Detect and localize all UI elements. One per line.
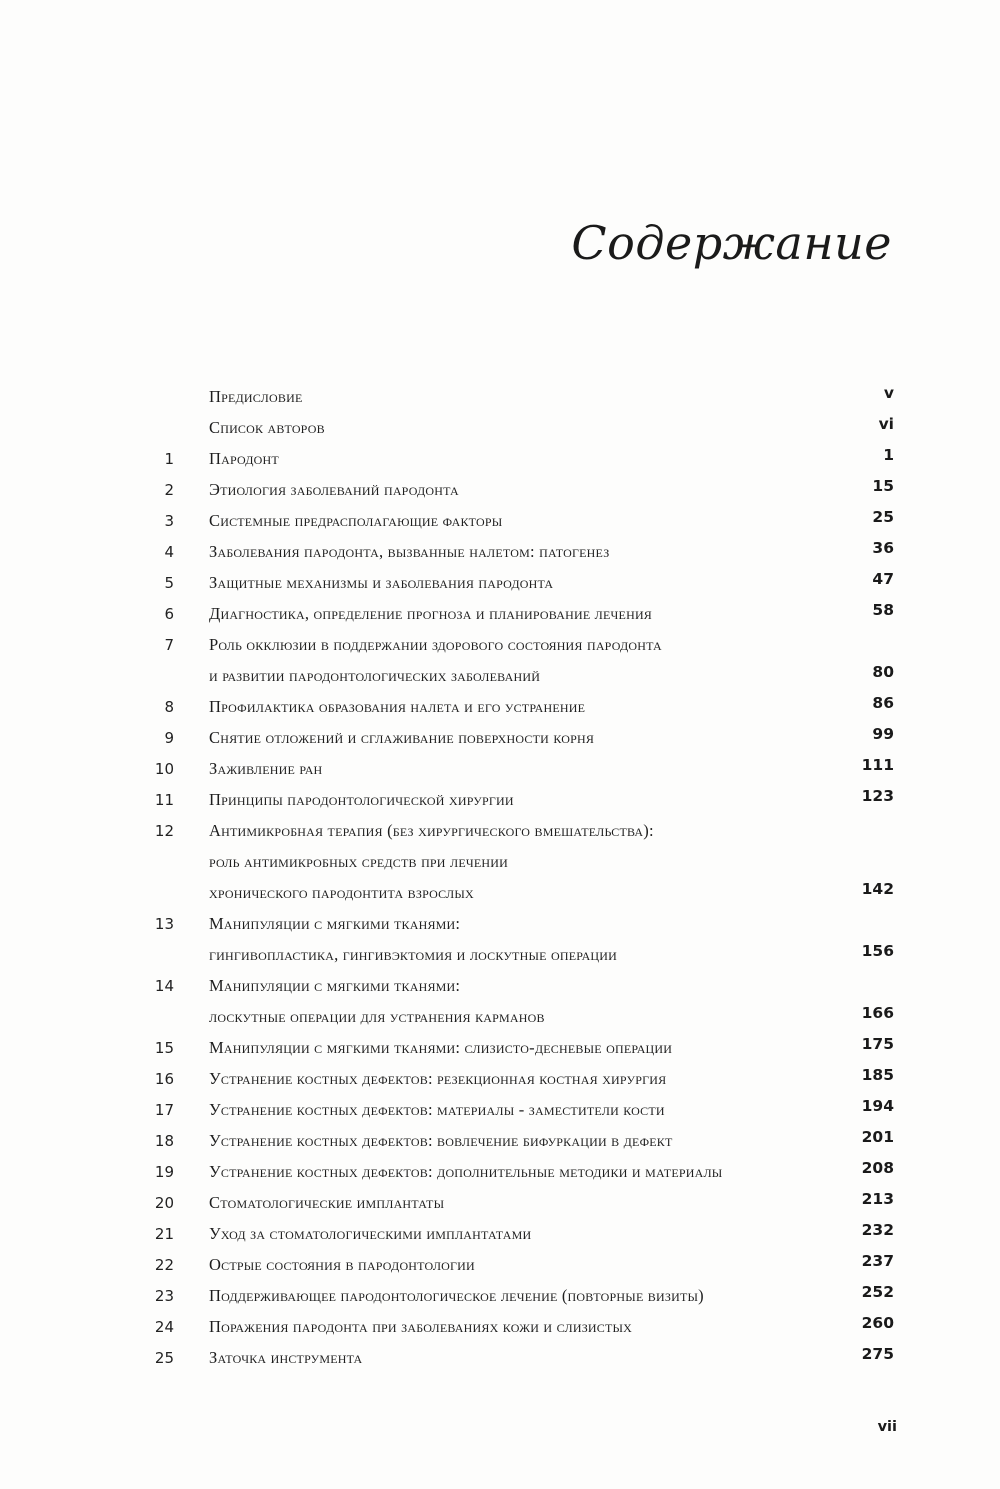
chapter-title: Манипуляции с мягкими тканями:: [209, 976, 461, 995]
toc-line: [0, 785, 1000, 816]
chapter-title: Профилактика образования налета и его устранение: [209, 697, 586, 716]
chapter-title: Уход за стоматологическими имплантатами: [209, 1224, 532, 1243]
toc-entry: [0, 444, 1000, 475]
toc-line: [0, 723, 1000, 754]
toc-entry: [0, 1312, 1000, 1343]
chapter-page-number: 252: [861, 1283, 894, 1301]
chapter-page-number: 47: [872, 570, 894, 588]
toc-line: [0, 692, 1000, 723]
toc-entry: [0, 754, 1000, 785]
chapter-title: гингивопластика, гингивэктомия и лоскутные операции: [209, 945, 618, 964]
chapter-title: Манипуляции с мягкими тканями: слизисто-десневые операции: [209, 1038, 673, 1057]
chapter-page-number: 111: [861, 756, 894, 774]
chapter-title: Принципы пародонтологической хирургии: [209, 790, 514, 809]
chapter-title: Антимикробная терапия (без хирургического вмешательства):: [209, 821, 654, 840]
chapter-page-number: 99: [872, 725, 894, 743]
chapter-page-number: 237: [861, 1252, 894, 1270]
toc-line: [0, 537, 1000, 568]
toc-line: [0, 568, 1000, 599]
chapter-number: 2: [164, 481, 174, 499]
chapter-title: Роль окклюзии в поддержании здорового состояния пародонта: [209, 635, 662, 654]
toc-line: [0, 1312, 1000, 1343]
chapter-page-number: 213: [861, 1190, 894, 1208]
toc-entry: [0, 1064, 1000, 1095]
chapter-number: 11: [154, 791, 174, 809]
chapter-title: Стоматологические имплантаты: [209, 1193, 445, 1212]
toc-entry: [0, 1250, 1000, 1281]
chapter-page-number: v: [883, 384, 894, 402]
toc-line: [0, 1281, 1000, 1312]
chapter-page-number: 232: [861, 1221, 894, 1239]
toc-line: [0, 754, 1000, 785]
chapter-number: 12: [154, 822, 174, 840]
chapter-title: Поддерживающее пародонтологическое лечение (повторные визиты): [209, 1286, 704, 1305]
chapter-title: и развитии пародонтологических заболеваний: [209, 666, 541, 685]
chapter-title: Устранение костных дефектов: вовлечение бифуркации в дефект: [209, 1131, 673, 1150]
chapter-page-number: 36: [872, 539, 894, 557]
toc-entry: [0, 785, 1000, 816]
chapter-title: Острые состояния в пародонтологии: [209, 1255, 475, 1274]
chapter-title: Поражения пародонта при заболеваниях кожи и слизистых: [209, 1317, 633, 1336]
toc-entry: [0, 1188, 1000, 1219]
page-title: Содержание: [571, 215, 892, 270]
toc-line: [0, 940, 1000, 971]
toc-line: [0, 599, 1000, 630]
chapter-title: Заживление ран: [209, 759, 323, 778]
toc-line: [0, 382, 1000, 413]
toc-entry: [0, 568, 1000, 599]
chapter-number: 24: [154, 1318, 174, 1336]
chapter-number: 14: [154, 977, 174, 995]
toc-entry: [0, 1033, 1000, 1064]
chapter-number: 10: [154, 760, 174, 778]
toc-entry: [0, 1281, 1000, 1312]
chapter-title: Снятие отложений и сглаживание поверхности корня: [209, 728, 595, 747]
chapter-title: Заточка инструмента: [209, 1348, 363, 1367]
chapter-page-number: 185: [861, 1066, 894, 1084]
chapter-number: 3: [164, 512, 174, 530]
toc-entry: [0, 692, 1000, 723]
toc-entry: [0, 382, 1000, 413]
chapter-number: 25: [154, 1349, 174, 1367]
chapter-number: 13: [154, 915, 174, 933]
chapter-title: Устранение костных дефектов: резекционная костная хирургия: [209, 1069, 667, 1088]
toc-line: [0, 413, 1000, 444]
chapter-title: лоскутные операции для устранения карманов: [209, 1007, 545, 1026]
chapter-title: Список авторов: [209, 418, 325, 437]
toc-line: [0, 506, 1000, 537]
toc-line: [0, 475, 1000, 506]
toc-line: [0, 1064, 1000, 1095]
chapter-page-number: 156: [861, 942, 894, 960]
toc-entry: [0, 475, 1000, 506]
toc-line: [0, 971, 1000, 1002]
chapter-page-number: 25: [872, 508, 894, 526]
chapter-title: роль антимикробных средств при лечении: [209, 852, 508, 871]
chapter-number: 20: [154, 1194, 174, 1212]
toc-entry: [0, 537, 1000, 568]
chapter-title: Устранение костных дефектов: материалы - заместители кости: [209, 1100, 665, 1119]
chapter-page-number: 15: [872, 477, 894, 495]
toc-line: [0, 630, 1000, 661]
chapter-title: Предисловие: [209, 387, 303, 406]
chapter-page-number: 201: [861, 1128, 894, 1146]
toc-line: [0, 1033, 1000, 1064]
chapter-number: 9: [164, 729, 174, 747]
chapter-page-number: 208: [861, 1159, 894, 1177]
toc-line: [0, 1157, 1000, 1188]
chapter-title: Манипуляции с мягкими тканями:: [209, 914, 461, 933]
chapter-title: Диагностика, определение прогноза и планирование лечения: [209, 604, 653, 623]
chapter-number: 4: [164, 543, 174, 561]
toc-entry: [0, 413, 1000, 444]
toc-entry: [0, 1219, 1000, 1250]
toc-line: [0, 444, 1000, 475]
chapter-page-number: 275: [861, 1345, 894, 1363]
chapter-page-number: 58: [872, 601, 894, 619]
toc-entry: [0, 723, 1000, 754]
toc-line: [0, 847, 1000, 878]
toc-line: [0, 661, 1000, 692]
toc-entry: [0, 1095, 1000, 1126]
toc-line: [0, 1095, 1000, 1126]
page-number: vii: [877, 1419, 897, 1435]
chapter-number: 5: [164, 574, 174, 592]
chapter-number: 1: [164, 450, 174, 468]
chapter-title: Системные предрасполагающие факторы: [209, 511, 503, 530]
toc-line: [0, 1343, 1000, 1374]
toc-entry: [0, 971, 1000, 1033]
chapter-page-number: 86: [872, 694, 894, 712]
chapter-number: 8: [164, 698, 174, 716]
toc-line: [0, 909, 1000, 940]
chapter-number: 17: [154, 1101, 174, 1119]
chapter-number: 19: [154, 1163, 174, 1181]
chapter-page-number: 260: [861, 1314, 894, 1332]
chapter-title: Устранение костных дефектов: дополнительные методики и материалы: [209, 1162, 723, 1181]
chapter-number: 22: [154, 1256, 174, 1274]
chapter-page-number: 80: [872, 663, 894, 681]
toc-line: [0, 1002, 1000, 1033]
toc-entry: [0, 1343, 1000, 1374]
chapter-title: Этиология заболеваний пародонта: [209, 480, 459, 499]
chapter-page-number: 166: [861, 1004, 894, 1022]
toc-entry: [0, 630, 1000, 692]
chapter-number: 7: [164, 636, 174, 654]
toc-line: [0, 816, 1000, 847]
chapter-page-number: 123: [861, 787, 894, 805]
chapter-title: Пародонт: [209, 449, 279, 468]
chapter-title: Заболевания пародонта, вызванные налетом: патогенез: [209, 542, 610, 561]
toc-entry: [0, 909, 1000, 971]
toc-entry: [0, 1126, 1000, 1157]
chapter-page-number: 1: [883, 446, 894, 464]
chapter-page-number: 175: [861, 1035, 894, 1053]
toc-entry: [0, 506, 1000, 537]
toc-line: [0, 1250, 1000, 1281]
toc-line: [0, 1126, 1000, 1157]
chapter-number: 18: [154, 1132, 174, 1150]
chapter-number: 21: [154, 1225, 174, 1243]
toc-line: [0, 1188, 1000, 1219]
chapter-number: 6: [164, 605, 174, 623]
chapter-page-number: vi: [878, 415, 894, 433]
toc-entry: [0, 816, 1000, 909]
chapter-number: 15: [154, 1039, 174, 1057]
toc-entry: [0, 599, 1000, 630]
chapter-page-number: 142: [861, 880, 894, 898]
toc-line: [0, 1219, 1000, 1250]
chapter-number: 23: [154, 1287, 174, 1305]
chapter-title: Защитные механизмы и заболевания пародонта: [209, 573, 554, 592]
chapter-number: 16: [154, 1070, 174, 1088]
chapter-page-number: 194: [861, 1097, 894, 1115]
toc-entry: [0, 1157, 1000, 1188]
toc-line: [0, 878, 1000, 909]
table-of-contents: [0, 382, 1000, 1374]
chapter-title: хронического пародонтита взрослых: [209, 883, 474, 902]
